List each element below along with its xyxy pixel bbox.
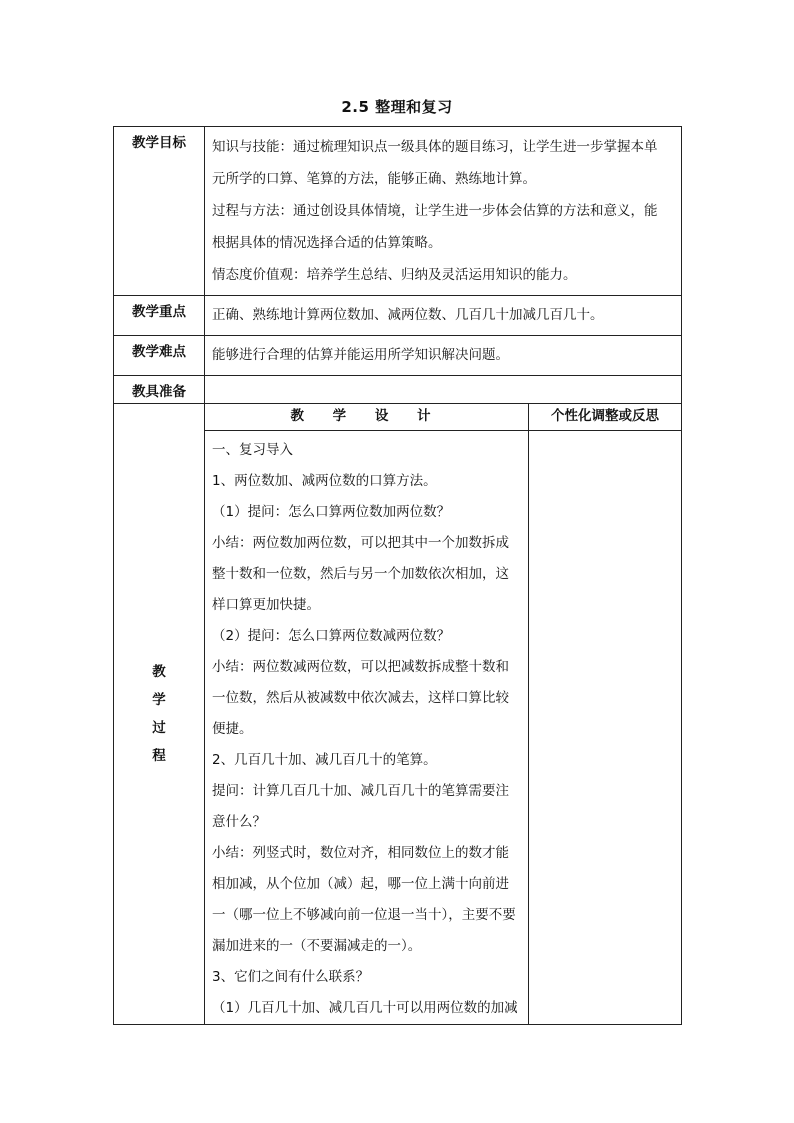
goals-line: 元所学的口算、笔算的方法，能够正确、熟练地计算。 — [212, 171, 536, 187]
design-line: 一、复习导入 — [212, 442, 293, 458]
design-line: 一位数，然后从被减数中依次减去，这样口算比较 — [212, 690, 509, 706]
key-point-content: 正确、熟练地计算两位数加、减两位数、几百几十加减几百几十。 — [205, 296, 682, 336]
process-label — [114, 404, 205, 1025]
design-line: 便捷。 — [212, 721, 253, 737]
design-column-header: 教 学 设 计 — [205, 404, 529, 431]
design-line: 样口算更加快捷。 — [212, 597, 320, 613]
design-line: 1、两位数加、减两位数的口算方法。 — [212, 473, 437, 489]
design-line: 2、几百几十加、减几百几十的笔算。 — [212, 752, 437, 768]
design-line: 漏加进来的一（不要漏减走的一）。 — [212, 938, 422, 954]
design-line: 提问：计算几百几十加、减几百几十的笔算需要注 — [212, 783, 509, 799]
design-line: 相加减，从个位加（减）起，哪一位上满十向前进 — [212, 876, 509, 892]
goals-row — [114, 127, 682, 296]
goals-label: 教学目标 — [114, 127, 205, 296]
design-line: 整十数和一位数，然后与另一个加数依次相加，这 — [212, 566, 509, 582]
process-label-char: 过 — [152, 720, 166, 736]
materials-row — [114, 376, 682, 404]
materials-label: 教具准备 — [114, 376, 205, 404]
goals-line: 根据具体的情况选择合适的估算策略。 — [212, 235, 442, 251]
goals-content — [205, 127, 682, 296]
design-line: 小结：两位数减两位数，可以把减数拆成整十数和 — [212, 659, 509, 675]
process-label-char: 教 — [152, 664, 166, 680]
key-point-row — [114, 296, 682, 336]
design-content — [205, 431, 529, 1025]
page-title: 2.5 整理和复习 — [341, 98, 453, 116]
key-point-label: 教学重点 — [114, 296, 205, 336]
process-header-row — [114, 404, 682, 431]
difficulty-content: 能够进行合理的估算并能运用所学知识解决问题。 — [205, 336, 682, 376]
design-line: 一（哪一位上不够减向前一位退一当十），主要不要 — [212, 907, 516, 923]
materials-content — [205, 376, 682, 404]
design-line: （1）提问：怎么口算两位数加两位数？ — [212, 504, 451, 520]
adjust-column-header: 个性化调整或反思 — [529, 404, 682, 431]
goals-line: 过程与方法：通过创设具体情境，让学生进一步体会估算的方法和意义，能 — [212, 203, 658, 219]
lesson-plan-table — [113, 126, 682, 1025]
goals-line: 知识与技能：通过梳理知识点一级具体的题目练习，让学生进一步掌握本单 — [212, 139, 658, 155]
process-label-char: 程 — [152, 748, 166, 764]
design-line: 意什么？ — [212, 814, 266, 830]
adjust-content — [529, 431, 682, 1025]
difficulty-label: 教学难点 — [114, 336, 205, 376]
design-line: 3、它们之间有什么联系？ — [212, 969, 370, 985]
design-line: 小结：列竖式时，数位对齐，相同数位上的数才能 — [212, 845, 509, 861]
process-label-char: 学 — [152, 692, 166, 708]
goals-line: 情态度价值观：培养学生总结、归纳及灵活运用知识的能力。 — [212, 267, 577, 283]
design-line: （2）提问：怎么口算两位数减两位数？ — [212, 628, 451, 644]
difficulty-row — [114, 336, 682, 376]
design-line: 小结：两位数加两位数，可以把其中一个加数拆成 — [212, 535, 509, 551]
design-line: （1）几百几十加、减几百几十可以用两位数的加减 — [212, 1000, 518, 1016]
